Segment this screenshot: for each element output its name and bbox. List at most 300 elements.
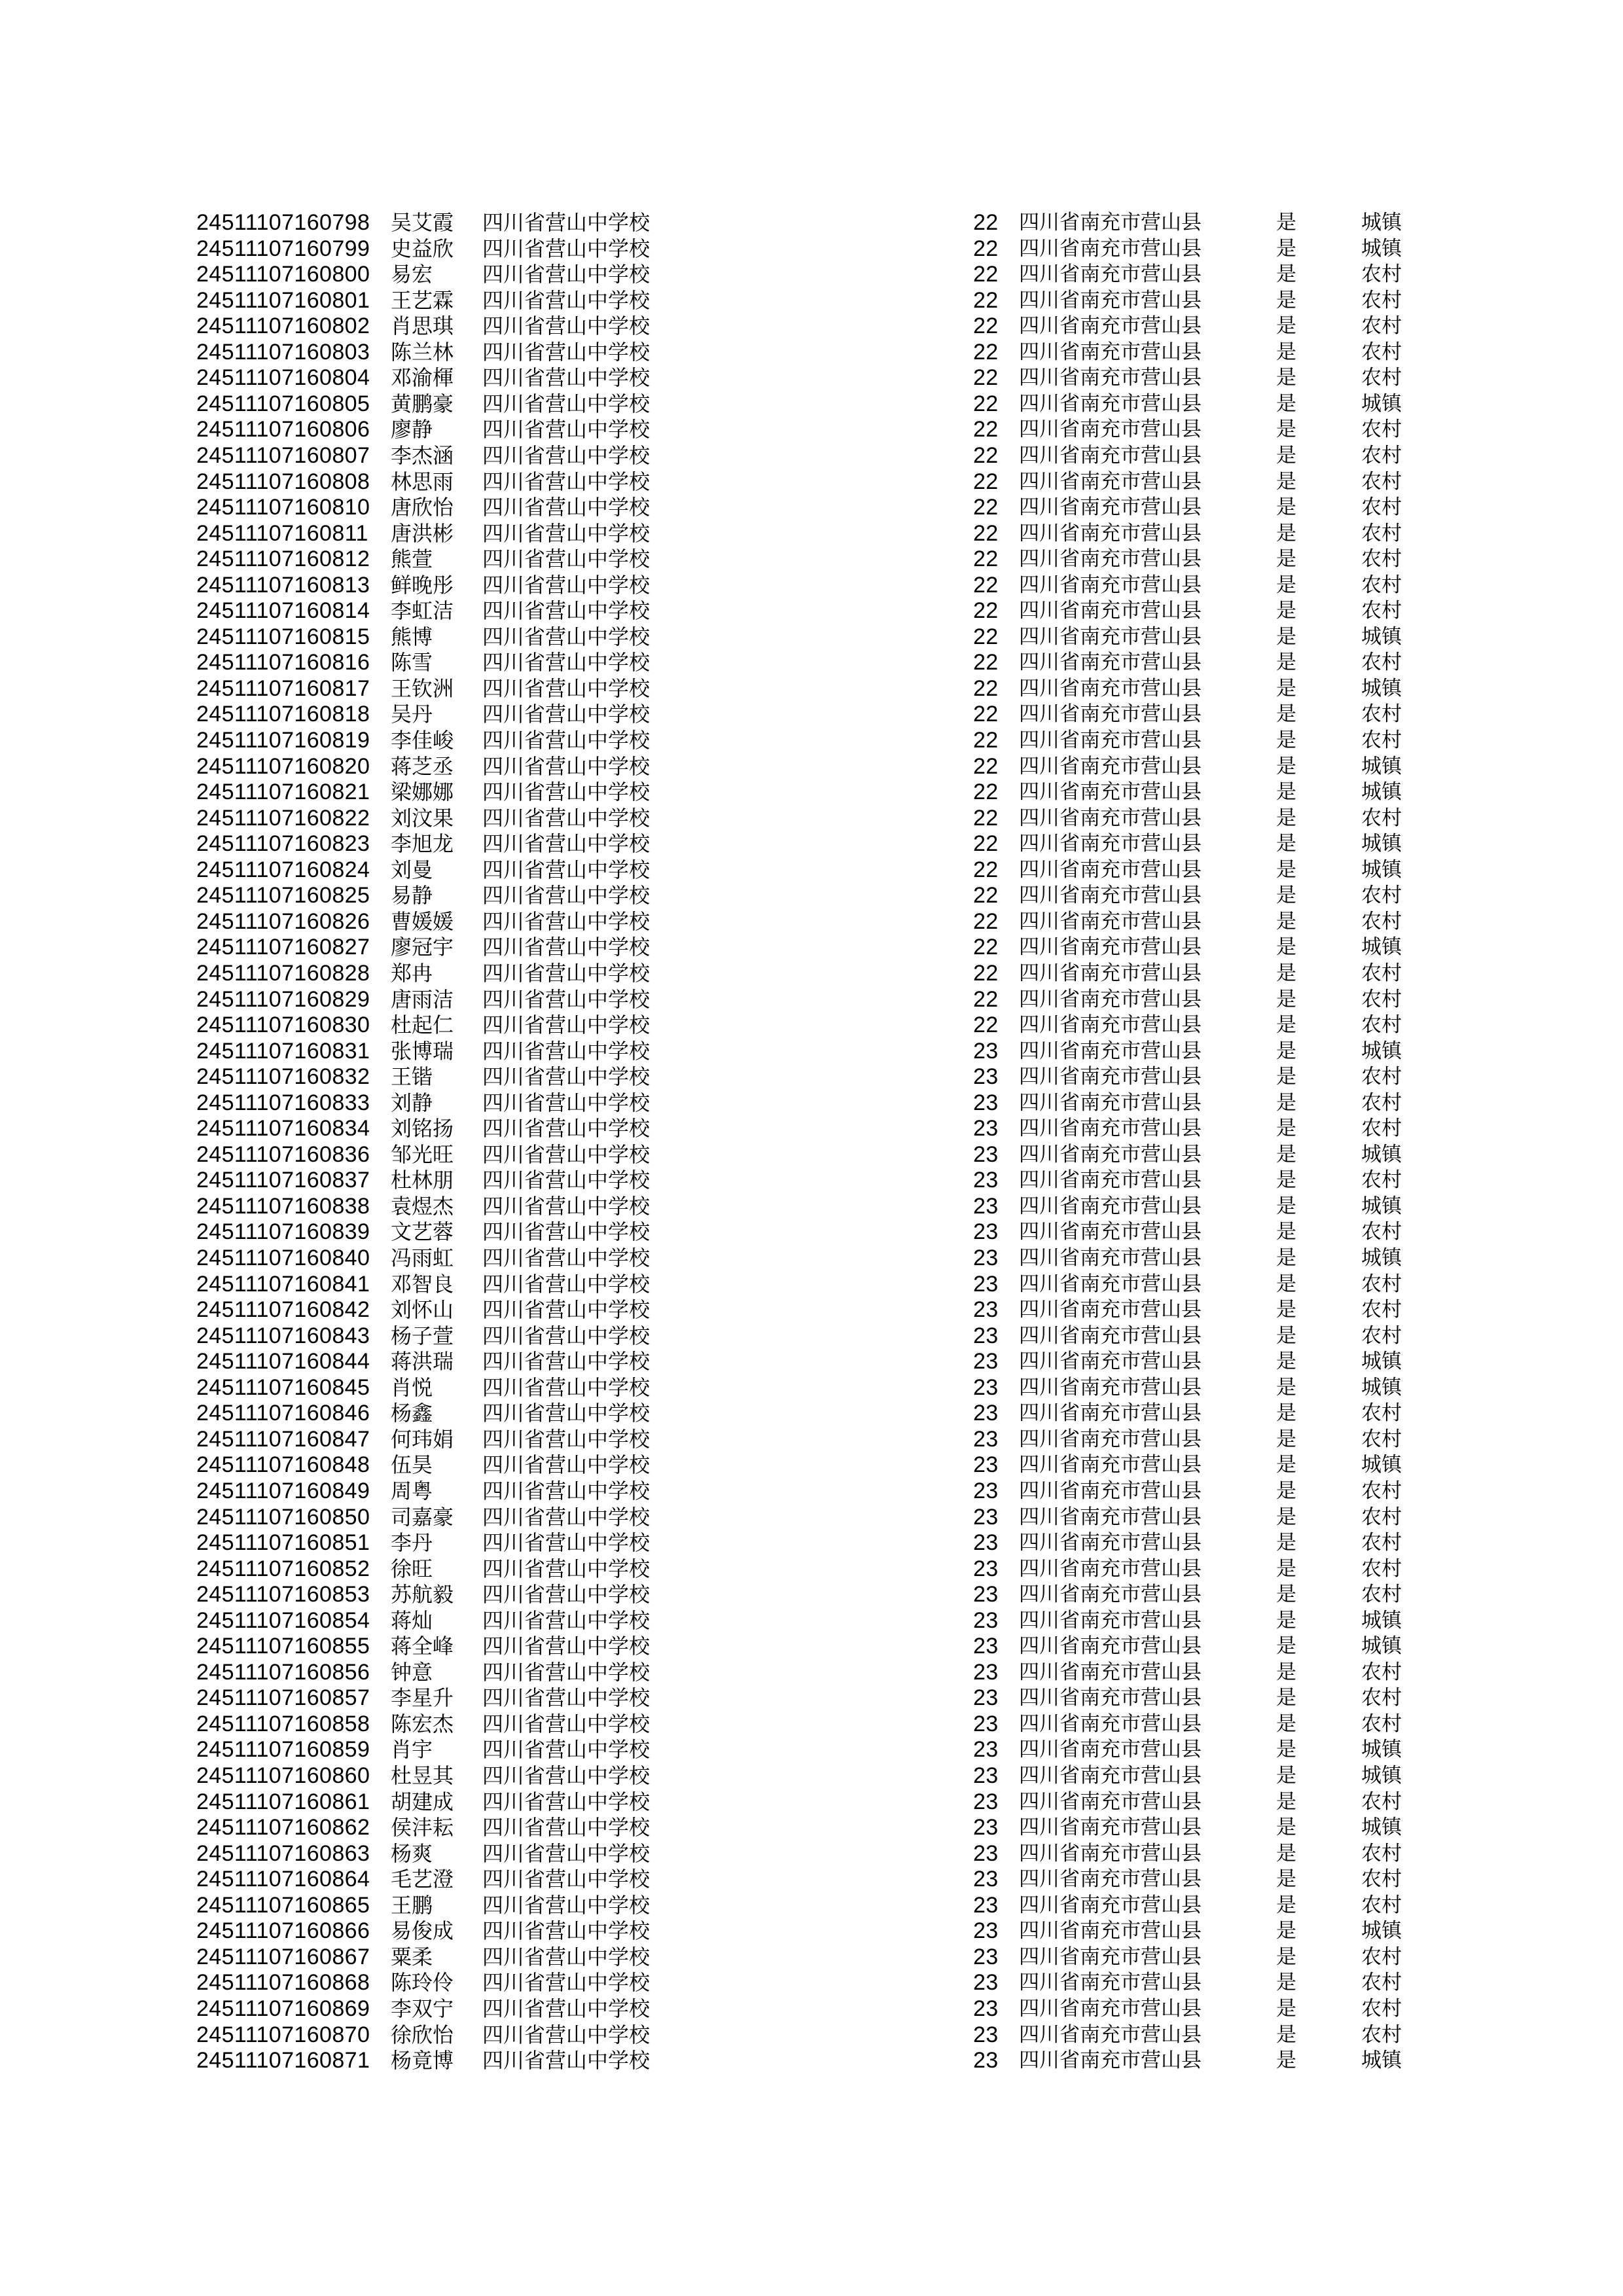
- age-cell: 23: [973, 1763, 999, 1788]
- table-row: [0, 1581, 1623, 1607]
- table-row: [0, 469, 1623, 495]
- location-cell: 四川省南充市营山县: [1019, 1556, 1202, 1580]
- confirm-cell: 是: [1276, 1531, 1296, 1554]
- confirm-cell: 是: [1276, 1453, 1296, 1477]
- school-cell: 四川省营山中学校: [482, 1220, 651, 1244]
- confirm-cell: 是: [1276, 547, 1296, 571]
- residence-cell: 城镇: [1361, 624, 1402, 648]
- location-cell: 四川省南充市营山县: [1019, 857, 1202, 881]
- table-row: [0, 1167, 1623, 1193]
- age-cell: 23: [973, 1116, 999, 1141]
- location-cell: 四川省南充市营山县: [1019, 1634, 1202, 1658]
- age-cell: 23: [973, 1090, 999, 1115]
- school-cell: 四川省营山中学校: [482, 1996, 651, 2020]
- location-cell: 四川省南充市营山县: [1019, 1013, 1202, 1037]
- name-cell: 蒋灿: [391, 1608, 433, 1632]
- name-cell: 杨子萱: [391, 1323, 454, 1348]
- confirm-cell: 是: [1276, 1634, 1296, 1658]
- exam-id-cell: 24511107160871: [196, 2048, 370, 2073]
- school-cell: 四川省营山中学校: [482, 1971, 651, 1995]
- exam-id-cell: 24511107160803: [196, 339, 370, 365]
- age-cell: 22: [973, 702, 999, 727]
- age-cell: 23: [973, 1193, 999, 1219]
- location-cell: 四川省南充市营山县: [1019, 236, 1202, 260]
- location-cell: 四川省南充市营山县: [1019, 1427, 1202, 1450]
- school-cell: 四川省营山中学校: [482, 1065, 651, 1089]
- location-cell: 四川省南充市营山县: [1019, 1764, 1202, 1787]
- exam-id-cell: 24511107160814: [196, 598, 370, 624]
- name-cell: 熊萱: [391, 547, 433, 571]
- table-row: [0, 960, 1623, 986]
- table-row: [0, 1400, 1623, 1426]
- age-cell: 22: [973, 753, 999, 779]
- age-cell: 22: [973, 417, 999, 442]
- school-cell: 四川省营山中学校: [482, 262, 651, 287]
- age-cell: 23: [973, 1840, 999, 1866]
- exam-id-cell: 24511107160845: [196, 1374, 370, 1400]
- table-row: [0, 1633, 1623, 1659]
- confirm-cell: 是: [1276, 1065, 1296, 1088]
- residence-cell: 城镇: [1361, 857, 1402, 881]
- location-cell: 四川省南充市营山县: [1019, 1505, 1202, 1528]
- exam-id-cell: 24511107160870: [196, 2022, 370, 2047]
- table-row: [0, 1426, 1623, 1452]
- name-cell: 易静: [391, 884, 433, 908]
- age-cell: 23: [973, 1426, 999, 1452]
- age-cell: 23: [973, 1815, 999, 1840]
- confirm-cell: 是: [1276, 1919, 1296, 1943]
- residence-cell: 农村: [1361, 1479, 1402, 1502]
- table-row: [0, 365, 1623, 391]
- exam-id-cell: 24511107160807: [196, 442, 370, 468]
- table-row: [0, 1064, 1623, 1090]
- exam-id-cell: 24511107160806: [196, 417, 370, 442]
- table-row: [0, 1607, 1623, 1634]
- table-row: [0, 1504, 1623, 1530]
- name-cell: 蒋芝丞: [391, 754, 454, 778]
- confirm-cell: 是: [1276, 728, 1296, 751]
- table-row: [0, 236, 1623, 262]
- exam-id-cell: 24511107160829: [196, 986, 370, 1012]
- residence-cell: 农村: [1361, 1660, 1402, 1683]
- name-cell: 王钦洲: [391, 676, 454, 700]
- school-cell: 四川省营山中学校: [482, 780, 651, 804]
- age-cell: 22: [973, 780, 999, 805]
- name-cell: 唐洪彬: [391, 521, 454, 545]
- exam-id-cell: 24511107160830: [196, 1013, 370, 1038]
- residence-cell: 城镇: [1361, 780, 1402, 804]
- name-cell: 刘曼: [391, 857, 433, 882]
- name-cell: 邹光旺: [391, 1142, 454, 1166]
- school-cell: 四川省营山中学校: [482, 1350, 651, 1374]
- school-cell: 四川省营山中学校: [482, 2022, 651, 2047]
- location-cell: 四川省南充市营山县: [1019, 651, 1202, 674]
- location-cell: 四川省南充市营山县: [1019, 1971, 1202, 1994]
- residence-cell: 农村: [1361, 314, 1402, 338]
- name-cell: 鲜晚彤: [391, 573, 454, 597]
- confirm-cell: 是: [1276, 884, 1296, 907]
- school-cell: 四川省营山中学校: [482, 1194, 651, 1218]
- residence-cell: 农村: [1361, 2022, 1402, 2046]
- table-row: [0, 1866, 1623, 1892]
- location-cell: 四川省南充市营山县: [1019, 1945, 1202, 1968]
- location-cell: 四川省南充市营山县: [1019, 573, 1202, 596]
- table-row: [0, 1789, 1623, 1815]
- exam-id-cell: 24511107160815: [196, 624, 370, 649]
- table-row: [0, 934, 1623, 960]
- table-row: [0, 1348, 1623, 1374]
- exam-id-cell: 24511107160819: [196, 728, 370, 753]
- school-cell: 四川省营山中学校: [482, 1556, 651, 1581]
- location-cell: 四川省南充市营山县: [1019, 314, 1202, 338]
- name-cell: 邓渝楎: [391, 366, 454, 390]
- location-cell: 四川省南充市营山县: [1019, 935, 1202, 959]
- residence-cell: 农村: [1361, 1789, 1402, 1813]
- exam-id-cell: 24511107160820: [196, 753, 370, 779]
- table-row: [0, 1659, 1623, 1685]
- name-cell: 刘铭扬: [391, 1117, 454, 1141]
- exam-id-cell: 24511107160832: [196, 1064, 370, 1090]
- school-cell: 四川省营山中学校: [482, 1764, 651, 1787]
- residence-cell: 农村: [1361, 1841, 1402, 1865]
- confirm-cell: 是: [1276, 443, 1296, 467]
- school-cell: 四川省营山中学校: [482, 1272, 651, 1296]
- school-cell: 四川省营山中学校: [482, 728, 651, 752]
- table-row: [0, 1374, 1623, 1401]
- school-cell: 四川省营山中学校: [482, 236, 651, 260]
- age-cell: 23: [973, 1711, 999, 1736]
- age-cell: 23: [973, 2048, 999, 2073]
- location-cell: 四川省南充市营山县: [1019, 1479, 1202, 1502]
- location-cell: 四川省南充市营山县: [1019, 1660, 1202, 1683]
- confirm-cell: 是: [1276, 1298, 1296, 1321]
- age-cell: 23: [973, 1789, 999, 1814]
- residence-cell: 农村: [1361, 702, 1402, 726]
- age-cell: 23: [973, 1867, 999, 1892]
- school-cell: 四川省营山中学校: [482, 1453, 651, 1477]
- confirm-cell: 是: [1276, 1272, 1296, 1295]
- residence-cell: 农村: [1361, 521, 1402, 545]
- exam-id-cell: 24511107160813: [196, 572, 370, 598]
- school-cell: 四川省营山中学校: [482, 857, 651, 882]
- name-cell: 侯沣耘: [391, 1816, 454, 1840]
- confirm-cell: 是: [1276, 1375, 1296, 1399]
- exam-id-cell: 24511107160850: [196, 1504, 370, 1530]
- location-cell: 四川省南充市营山县: [1019, 909, 1202, 933]
- school-cell: 四川省营山中学校: [482, 1117, 651, 1141]
- table-row: [0, 1969, 1623, 1996]
- table-row: [0, 572, 1623, 598]
- school-cell: 四川省营山中学校: [482, 1246, 651, 1270]
- residence-cell: 农村: [1361, 1090, 1402, 1114]
- name-cell: 廖静: [391, 418, 433, 442]
- name-cell: 冯雨虹: [391, 1246, 454, 1270]
- table-row: [0, 1090, 1623, 1116]
- name-cell: 杨鑫: [391, 1401, 433, 1426]
- residence-cell: 城镇: [1361, 1350, 1402, 1373]
- age-cell: 22: [973, 650, 999, 675]
- name-cell: 李虹洁: [391, 599, 454, 623]
- residence-cell: 城镇: [1361, 832, 1402, 855]
- name-cell: 杨爽: [391, 1841, 433, 1865]
- school-cell: 四川省营山中学校: [482, 366, 651, 390]
- confirm-cell: 是: [1276, 469, 1296, 493]
- school-cell: 四川省营山中学校: [482, 1583, 651, 1607]
- school-cell: 四川省营山中学校: [482, 1945, 651, 1969]
- residence-cell: 农村: [1361, 1712, 1402, 1735]
- exam-id-cell: 24511107160844: [196, 1349, 370, 1374]
- age-cell: 23: [973, 1944, 999, 1969]
- name-cell: 陈玲伶: [391, 1971, 454, 1995]
- exam-id-cell: 24511107160861: [196, 1789, 370, 1814]
- confirm-cell: 是: [1276, 1816, 1296, 1839]
- age-cell: 22: [973, 805, 999, 831]
- residence-cell: 农村: [1361, 987, 1402, 1011]
- age-cell: 22: [973, 469, 999, 494]
- age-cell: 23: [973, 1556, 999, 1581]
- location-cell: 四川省南充市营山县: [1019, 754, 1202, 778]
- age-cell: 23: [973, 1271, 999, 1297]
- exam-id-cell: 24511107160818: [196, 702, 370, 727]
- name-cell: 吴艾霞: [391, 211, 454, 234]
- location-cell: 四川省南充市营山县: [1019, 832, 1202, 855]
- location-cell: 四川省南充市营山县: [1019, 1090, 1202, 1114]
- table-row: [0, 391, 1623, 417]
- table-row: [0, 416, 1623, 442]
- age-cell: 23: [973, 1168, 999, 1193]
- name-cell: 蒋洪瑞: [391, 1350, 454, 1374]
- residence-cell: 农村: [1361, 262, 1402, 286]
- location-cell: 四川省南充市营山县: [1019, 495, 1202, 519]
- residence-cell: 农村: [1361, 1298, 1402, 1321]
- table-row: [0, 1012, 1623, 1038]
- location-cell: 四川省南充市营山县: [1019, 521, 1202, 545]
- residence-cell: 城镇: [1361, 1142, 1402, 1166]
- school-cell: 四川省营山中学校: [482, 288, 651, 312]
- exam-id-cell: 24511107160812: [196, 547, 370, 572]
- exam-id-cell: 24511107160834: [196, 1116, 370, 1141]
- name-cell: 李双宁: [391, 1996, 454, 2020]
- school-cell: 四川省营山中学校: [482, 1298, 651, 1322]
- school-cell: 四川省营山中学校: [482, 1505, 651, 1529]
- school-cell: 四川省营山中学校: [482, 1867, 651, 1892]
- name-cell: 钟意: [391, 1660, 433, 1684]
- exam-id-cell: 24511107160805: [196, 391, 370, 416]
- table-row: [0, 857, 1623, 883]
- exam-id-cell: 24511107160853: [196, 1582, 370, 1607]
- residence-cell: 农村: [1361, 1401, 1402, 1425]
- confirm-cell: 是: [1276, 1168, 1296, 1192]
- table-row: [0, 2047, 1623, 2073]
- age-cell: 23: [973, 1452, 999, 1478]
- table-row: [0, 1038, 1623, 1064]
- age-cell: 22: [973, 495, 999, 520]
- location-cell: 四川省南充市营山县: [1019, 2022, 1202, 2046]
- age-cell: 23: [973, 1970, 999, 1996]
- school-cell: 四川省营山中学校: [482, 961, 651, 985]
- school-cell: 四川省营山中学校: [482, 676, 651, 700]
- name-cell: 熊博: [391, 624, 433, 649]
- exam-id-cell: 24511107160823: [196, 831, 370, 857]
- confirm-cell: 是: [1276, 521, 1296, 545]
- age-cell: 23: [973, 1297, 999, 1323]
- location-cell: 四川省南充市营山县: [1019, 676, 1202, 700]
- age-cell: 22: [973, 728, 999, 753]
- school-cell: 四川省营山中学校: [482, 1919, 651, 1943]
- table-row: [0, 1996, 1623, 2022]
- residence-cell: 城镇: [1361, 1246, 1402, 1269]
- name-cell: 陈兰林: [391, 340, 454, 364]
- location-cell: 四川省南充市营山县: [1019, 884, 1202, 907]
- name-cell: 蒋全峰: [391, 1634, 454, 1659]
- exam-id-cell: 24511107160802: [196, 314, 370, 339]
- location-cell: 四川省南充市营山县: [1019, 340, 1202, 363]
- exam-id-cell: 24511107160838: [196, 1193, 370, 1219]
- location-cell: 四川省南充市营山县: [1019, 1194, 1202, 1217]
- residence-cell: 城镇: [1361, 1453, 1402, 1477]
- school-cell: 四川省营山中学校: [482, 1634, 651, 1659]
- location-cell: 四川省南充市营山县: [1019, 961, 1202, 984]
- location-cell: 四川省南充市营山县: [1019, 806, 1202, 829]
- school-cell: 四川省营山中学校: [482, 521, 651, 545]
- residence-cell: 城镇: [1361, 676, 1402, 700]
- exam-id-cell: 24511107160855: [196, 1634, 370, 1659]
- residence-cell: 城镇: [1361, 211, 1402, 234]
- name-cell: 易宏: [391, 262, 433, 287]
- residence-cell: 农村: [1361, 1996, 1402, 2020]
- residence-cell: 农村: [1361, 1583, 1402, 1606]
- age-cell: 22: [973, 986, 999, 1012]
- exam-id-cell: 24511107160822: [196, 805, 370, 831]
- location-cell: 四川省南充市营山县: [1019, 1065, 1202, 1088]
- table-row: [0, 442, 1623, 469]
- age-cell: 22: [973, 236, 999, 261]
- confirm-cell: 是: [1276, 702, 1296, 726]
- school-cell: 四川省营山中学校: [482, 1816, 651, 1840]
- residence-cell: 农村: [1361, 909, 1402, 933]
- school-cell: 四川省营山中学校: [482, 754, 651, 778]
- name-cell: 毛艺澄: [391, 1867, 454, 1892]
- exam-id-cell: 24511107160827: [196, 935, 370, 960]
- table-row: [0, 1685, 1623, 1711]
- age-cell: 22: [973, 883, 999, 908]
- exam-id-cell: 24511107160836: [196, 1141, 370, 1167]
- exam-id-cell: 24511107160833: [196, 1090, 370, 1115]
- exam-id-cell: 24511107160828: [196, 960, 370, 986]
- age-cell: 23: [973, 1219, 999, 1245]
- age-cell: 22: [973, 314, 999, 339]
- residence-cell: 城镇: [1361, 1608, 1402, 1632]
- exam-id-cell: 24511107160843: [196, 1323, 370, 1348]
- residence-cell: 农村: [1361, 651, 1402, 674]
- residence-cell: 农村: [1361, 599, 1402, 622]
- location-cell: 四川省南充市营山县: [1019, 624, 1202, 648]
- name-cell: 唐欣怡: [391, 495, 454, 520]
- residence-cell: 城镇: [1361, 2049, 1402, 2072]
- location-cell: 四川省南充市营山县: [1019, 1272, 1202, 1295]
- table-row: [0, 986, 1623, 1013]
- school-cell: 四川省营山中学校: [482, 909, 651, 933]
- table-row: [0, 1530, 1623, 1556]
- exam-id-cell: 24511107160837: [196, 1168, 370, 1193]
- confirm-cell: 是: [1276, 1142, 1296, 1166]
- confirm-cell: 是: [1276, 1867, 1296, 1891]
- age-cell: 22: [973, 210, 999, 235]
- residence-cell: 城镇: [1361, 1919, 1402, 1943]
- age-cell: 23: [973, 1038, 999, 1064]
- table-row: [0, 701, 1623, 727]
- exam-id-cell: 24511107160800: [196, 262, 370, 287]
- residence-cell: 城镇: [1361, 935, 1402, 959]
- name-cell: 苏航毅: [391, 1583, 454, 1607]
- residence-cell: 农村: [1361, 1945, 1402, 1968]
- age-cell: 22: [973, 675, 999, 701]
- residence-cell: 城镇: [1361, 1039, 1402, 1062]
- confirm-cell: 是: [1276, 1401, 1296, 1425]
- exam-id-cell: 24511107160847: [196, 1426, 370, 1452]
- age-cell: 23: [973, 1582, 999, 1607]
- name-cell: 王艺霖: [391, 288, 454, 312]
- location-cell: 四川省南充市营山县: [1019, 288, 1202, 312]
- location-cell: 四川省南充市营山县: [1019, 599, 1202, 622]
- location-cell: 四川省南充市营山县: [1019, 366, 1202, 389]
- name-cell: 文艺蓉: [391, 1220, 454, 1244]
- age-cell: 23: [973, 1892, 999, 1918]
- exam-id-cell: 24511107160866: [196, 1918, 370, 1944]
- residence-cell: 城镇: [1361, 1764, 1402, 1787]
- age-cell: 23: [973, 1659, 999, 1685]
- name-cell: 吴丹: [391, 702, 433, 726]
- confirm-cell: 是: [1276, 2049, 1296, 2072]
- name-cell: 刘静: [391, 1090, 433, 1115]
- school-cell: 四川省营山中学校: [482, 314, 651, 338]
- exam-id-cell: 24511107160868: [196, 1970, 370, 1996]
- confirm-cell: 是: [1276, 1323, 1296, 1347]
- residence-cell: 农村: [1361, 1323, 1402, 1347]
- school-cell: 四川省营山中学校: [482, 1789, 651, 1814]
- school-cell: 四川省营山中学校: [482, 651, 651, 675]
- confirm-cell: 是: [1276, 832, 1296, 855]
- location-cell: 四川省南充市营山县: [1019, 1142, 1202, 1166]
- age-cell: 23: [973, 1737, 999, 1763]
- table-row: [0, 1814, 1623, 1840]
- confirm-cell: 是: [1276, 676, 1296, 700]
- residence-cell: 农村: [1361, 573, 1402, 596]
- confirm-cell: 是: [1276, 1117, 1296, 1140]
- name-cell: 伍昊: [391, 1453, 433, 1477]
- name-cell: 邓智良: [391, 1272, 454, 1296]
- location-cell: 四川省南充市营山县: [1019, 1168, 1202, 1192]
- location-cell: 四川省南充市营山县: [1019, 1816, 1202, 1839]
- exam-id-cell: 24511107160841: [196, 1271, 370, 1297]
- exam-id-cell: 24511107160869: [196, 1996, 370, 2021]
- name-cell: 郑冉: [391, 961, 433, 985]
- table-row: [0, 1478, 1623, 1504]
- name-cell: 林思雨: [391, 469, 454, 493]
- name-cell: 史益欣: [391, 236, 454, 260]
- table-row: [0, 1271, 1623, 1297]
- age-cell: 22: [973, 935, 999, 960]
- age-cell: 23: [973, 1634, 999, 1659]
- residence-cell: 农村: [1361, 443, 1402, 467]
- confirm-cell: 是: [1276, 780, 1296, 804]
- age-cell: 22: [973, 572, 999, 598]
- name-cell: 杜林朋: [391, 1168, 454, 1193]
- residence-cell: 农村: [1361, 1531, 1402, 1554]
- location-cell: 四川省南充市营山县: [1019, 1867, 1202, 1891]
- location-cell: 四川省南充市营山县: [1019, 1298, 1202, 1321]
- location-cell: 四川省南充市营山县: [1019, 1789, 1202, 1813]
